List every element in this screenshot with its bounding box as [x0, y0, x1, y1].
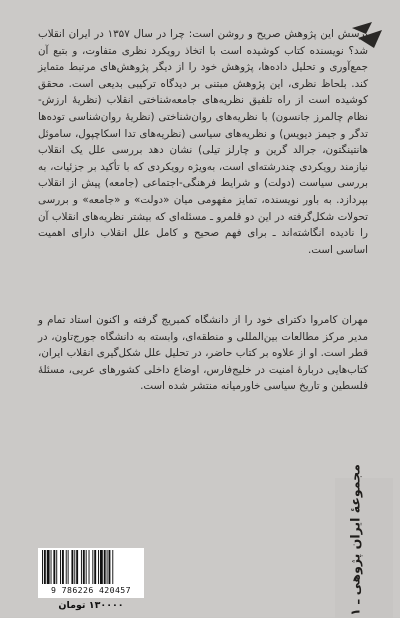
barcode-bar: [66, 550, 67, 584]
price-label: ۱۳۰۰۰۰ تومان: [58, 600, 124, 611]
barcode-bar: [109, 550, 111, 584]
barcode-bar: [92, 550, 93, 584]
barcode-bar: [68, 550, 69, 584]
barcode-bar: [56, 550, 57, 584]
barcode-bar: [94, 550, 96, 584]
barcode-bar: [60, 550, 61, 584]
barcode-bar: [53, 550, 55, 584]
description-text: پرسش این پژوهش صریح و روشن است: چرا در سال ۱۳۵۷ در ایران انقلاب شد؟ نویسنده کتاب کوشیده است با اتخاذ رویکرد نظری متفاوت، و بتبع آن جمع‌آوری و تحلیل داده‌ها، پژوهش خود را از دیگر پژوهش‌های مرتبط متمایز کند. بلحاظ نظری، این پژوهش مبتنی بر دیدگاه ترکیبی بدیعی است. محقق کوشیده است از راه تلفیق نظریه‌های جامعه‌شناختی انقلاب (نظریهٔ ارزش-نظام چالمرز جانسون) با نظریه‌های روان‌شناختی (نظریهٔ روان‌شناسی توده‌ها تدگر و جیمز دیویس) و نظریه‌های سیاسی (نظریه‌های تدا اسکاچپول، ساموئل هانتینگتون، جرالد گرین و چارلز تیلی) نشان دهد بررسی علل یک انقلاب نیازمند رویکردی چندرشته‌ای است، به‌ویژه رویکردی که با تأکید بر جزئیات، به بررسی سیاست (دولت) و شرایط فرهنگی-اجتماعی (جامعه) پیش از انقلاب بپردازد. به باور نویسنده، تمایز مفهومی میان «دولت» و «جامعه» و بررسی تحولات شکل‌گرفته در این دو قلمرو ـ مسئله‌ای که بیشتر نظریه‌های انقلاب آن را نادیده انگاشته‌اند ـ برای فهم صحیح و کامل علل انقلاب دارای اهمیت اساسی است.: [38, 28, 368, 256]
series-panel: [335, 478, 393, 618]
author-bio-paragraph: [38, 312, 368, 395]
barcode-bar: [89, 550, 90, 584]
barcode-bar: [100, 550, 103, 584]
barcode-bar: [81, 550, 82, 584]
barcode-bar: [107, 550, 108, 584]
barcode: [38, 548, 144, 598]
barcode-bar: [62, 550, 64, 584]
barcode-bar: [44, 550, 46, 584]
barcode-bar: [112, 550, 113, 584]
barcode-bars: [42, 550, 140, 584]
barcode-bar: [42, 550, 43, 584]
barcode-bar: [76, 550, 78, 584]
barcode-bar: [71, 550, 73, 584]
barcode-bar: [86, 550, 87, 584]
barcode-bar: [74, 550, 75, 584]
barcode-bar: [98, 550, 99, 584]
barcode-bar: [104, 550, 106, 584]
series-title: مجموعهٔ ایران پژوهی ـ ۱: [347, 464, 363, 616]
barcode-bar: [51, 550, 52, 584]
description-paragraph: [38, 26, 368, 258]
author-bio-text: مهران کامروا دکترای خود را از دانشگاه کمبریج گرفته و اکنون استاد تمام و مدیر مرکز مطالعات بین‌المللی و منطقه‌ای، وابسته به دانشگاه جورج‌تاون، در قطر است. او از علاوه بر کتاب حاضر، در تحلیل علل شکل‌گیری انقلاب ایران، کتاب‌هایی دربارهٔ امنیت در خلیج‌فارس، اوضاع داخلی کشورهای عربی، مسئلهٔ فلسطین و تاریخ سیاسی خاورمیانه منتشر شده است.: [38, 314, 368, 393]
barcode-bar: [47, 550, 50, 584]
isbn-number: 9 786226 420457: [51, 585, 131, 595]
barcode-bar: [83, 550, 85, 584]
